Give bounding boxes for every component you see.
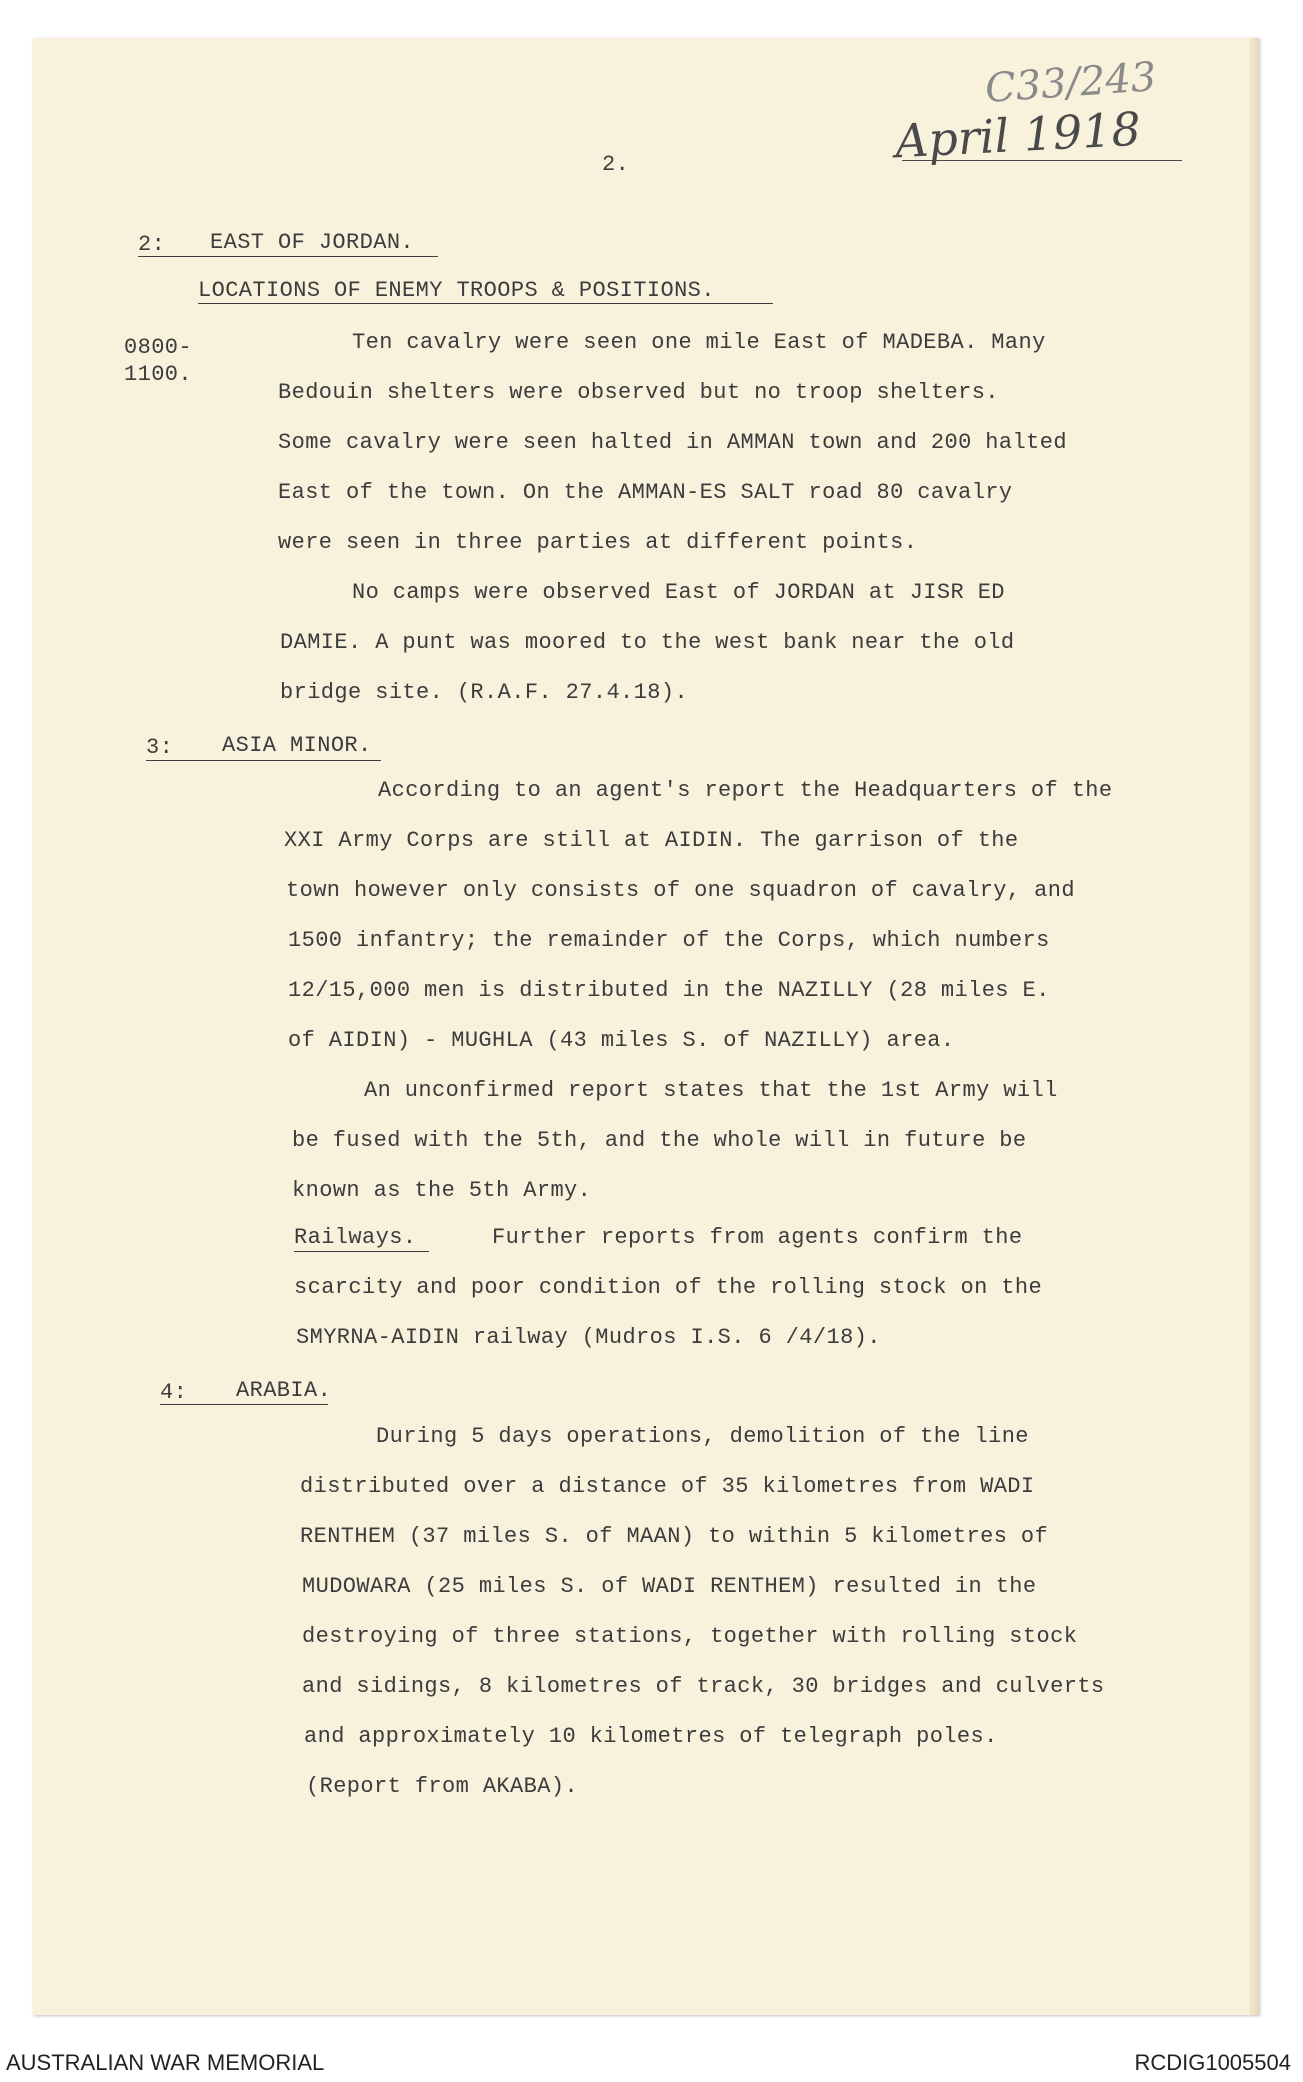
section-4-title-underline	[160, 1404, 328, 1405]
section-2-line: DAMIE. A punt was moored to the west bank near the old	[280, 630, 1015, 655]
railways-label: Railways.	[294, 1225, 417, 1250]
section-3-line: of AIDIN) - MUGHLA (43 miles S. of NAZILLY) area.	[288, 1028, 955, 1053]
section-2-number: 2:	[138, 232, 166, 257]
page-edge-shadow	[1249, 38, 1259, 2015]
section-4-number: 4:	[160, 1380, 188, 1405]
section-3-title: ASIA MINOR.	[222, 733, 372, 758]
railways-line: scarcity and poor condition of the rolling stock on the	[294, 1275, 1043, 1300]
railways-line: Further reports from agents confirm the	[492, 1225, 1023, 1250]
railways-label-underline	[294, 1251, 429, 1252]
section-3-title-underline	[146, 760, 381, 761]
section-3-line: 1500 infantry; the remainder of the Corps, which numbers	[288, 928, 1050, 953]
page-number: 2.	[602, 152, 630, 177]
section-3-line: An unconfirmed report states that the 1st Army will	[364, 1078, 1058, 1103]
footer-institution: AUSTRALIAN WAR MEMORIAL	[6, 2050, 325, 2075]
section-3-line: known as the 5th Army.	[292, 1178, 592, 1203]
section-3-line: XXI Army Corps are still at AIDIN. The garrison of the	[284, 828, 1019, 853]
section-3-line: town however only consists of one squadron of cavalry, and	[286, 878, 1075, 903]
section-2-subtitle-underline	[198, 303, 773, 304]
section-4-line: and sidings, 8 kilometres of track, 30 bridges and culverts	[302, 1674, 1105, 1699]
section-2-line: No camps were observed East of JORDAN at JISR ED	[352, 580, 1005, 605]
section-2-line: bridge site. (R.A.F. 27.4.18).	[280, 680, 689, 705]
section-2-subtitle: LOCATIONS OF ENEMY TROOPS & POSITIONS.	[198, 278, 715, 303]
date-underline	[902, 160, 1182, 161]
section-3-line: be fused with the 5th, and the whole will in future be	[292, 1128, 1027, 1153]
section-2-title-underline	[138, 256, 438, 257]
section-3-line: 12/15,000 men is distributed in the NAZILLY (28 miles E.	[288, 978, 1050, 1003]
section-4-line: (Report from AKABA).	[306, 1774, 579, 1799]
section-4-line: and approximately 10 kilometres of telegraph poles.	[304, 1724, 998, 1749]
time-range-end: 1100.	[124, 362, 193, 387]
section-3-line: According to an agent's report the Headquarters of the	[378, 778, 1113, 803]
railways-line: SMYRNA-AIDIN railway (Mudros I.S. 6 /4/18).	[296, 1325, 881, 1350]
footer-record-id: RCDIG1005504	[1134, 2050, 1291, 2075]
section-4-title: ARABIA.	[236, 1378, 332, 1403]
section-2-title: EAST OF JORDAN.	[210, 230, 415, 255]
section-3-number: 3:	[146, 735, 174, 760]
section-4-line: RENTHEM (37 miles S. of MAAN) to within 5 kilometres of	[300, 1524, 1049, 1549]
handwritten-date: April 1918	[893, 101, 1143, 169]
section-2-line: were seen in three parties at different points.	[278, 530, 918, 555]
section-4-line: destroying of three stations, together with rolling stock	[302, 1624, 1078, 1649]
section-4-line: During 5 days operations, demolition of the line	[376, 1424, 1029, 1449]
section-2-line: East of the town. On the AMMAN-ES SALT road 80 cavalry	[278, 480, 1013, 505]
handwritten-reference: C33/243	[983, 54, 1158, 112]
section-2-line: Some cavalry were seen halted in AMMAN town and 200 halted	[278, 430, 1067, 455]
section-4-line: MUDOWARA (25 miles S. of WADI RENTHEM) resulted in the	[302, 1574, 1037, 1599]
section-2-line: Ten cavalry were seen one mile East of MADEBA. Many	[352, 330, 1046, 355]
time-range-start: 0800-	[124, 335, 193, 360]
section-4-line: distributed over a distance of 35 kilometres from WADI	[300, 1474, 1035, 1499]
section-2-line: Bedouin shelters were observed but no troop shelters.	[278, 380, 999, 405]
